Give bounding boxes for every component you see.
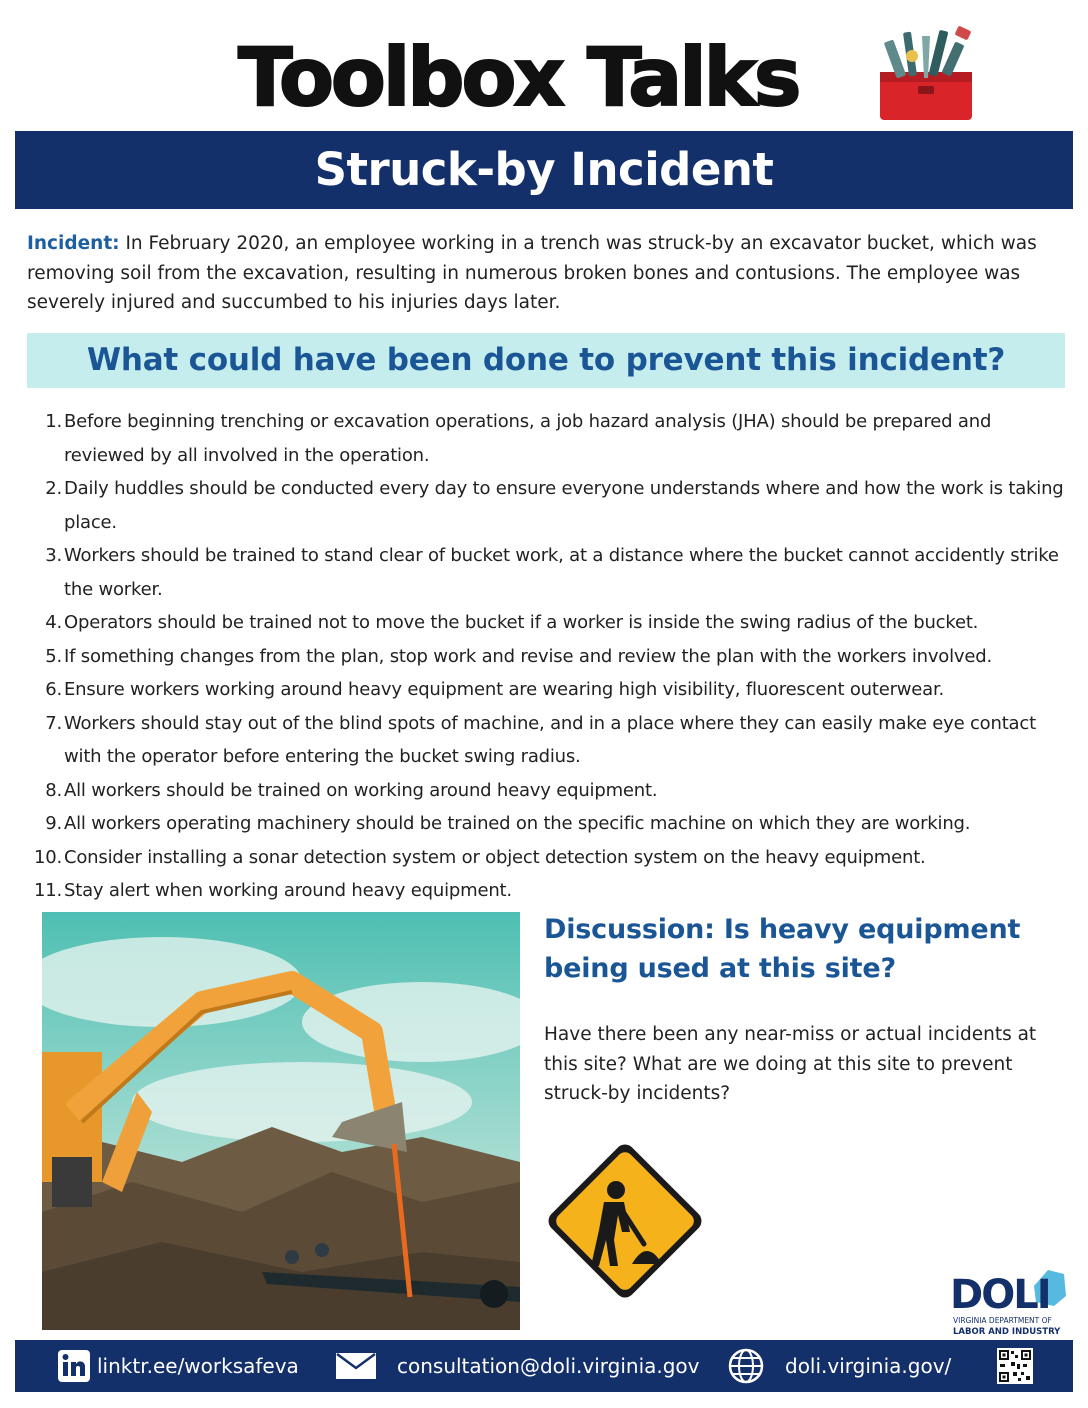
toolbox-icon xyxy=(870,22,980,126)
envelope-icon xyxy=(335,1352,377,1380)
step-text: Before beginning trenching or excavation operations, a job hazard analysis (JHA) should be prepared and reviewed by all involved in the operation. xyxy=(64,411,992,466)
website-link[interactable]: doli.virginia.gov/ xyxy=(785,1354,952,1378)
step-number: 10. xyxy=(33,846,62,868)
step-number: 7. xyxy=(45,712,62,734)
globe-icon xyxy=(727,1347,765,1385)
incident-text: In February 2020, an employee working in a trench was struck-by an excavator bucket, which was removing soil from the excavation, resulting in numerous broken bones and contusions. The employee was severely injured and succumbed to his injuries days later. xyxy=(27,233,1037,313)
step-text: Operators should be trained not to move the bucket if a worker is inside the swing radius of the bucket. xyxy=(64,612,979,633)
list-item xyxy=(33,841,1072,875)
doli-logo xyxy=(950,1262,1070,1338)
prevention-steps xyxy=(33,405,1072,908)
step-text: Ensure workers working around heavy equipment are wearing high visibility, fluorescent outerwear. xyxy=(64,679,945,700)
list-item xyxy=(36,673,1072,707)
discussion-title: Discussion: Is heavy equipment being used at this site? xyxy=(544,914,1021,984)
list-item xyxy=(36,707,1072,774)
step-text: Consider installing a sonar detection system or object detection system on the heavy equipment. xyxy=(64,846,926,868)
step-number: 11. xyxy=(33,880,62,901)
step-text: All workers operating machinery should be trained on the specific machine on which they are working. xyxy=(64,813,971,834)
incident-paragraph xyxy=(27,229,1067,318)
list-item xyxy=(36,405,1072,472)
doli-line-1: VIRGINIA DEPARTMENT OF xyxy=(953,1316,1052,1325)
road-work-sign-icon xyxy=(544,1140,706,1302)
step-text: Workers should stay out of the blind spots of machine, and in a place where they can easily make eye contact with the operator before entering the bucket swing radius. xyxy=(64,712,1036,767)
list-item xyxy=(36,539,1072,606)
doli-wordmark: DOLI xyxy=(950,1272,1050,1318)
step-number: 4. xyxy=(45,612,62,633)
step-number: 6. xyxy=(45,679,62,700)
step-text: Daily huddles should be conducted every day to ensure everyone understands where and how the work is taking place. xyxy=(64,478,1064,533)
step-number: 9. xyxy=(45,813,62,834)
qr-code-icon[interactable] xyxy=(997,1348,1033,1384)
discussion-body: Have there been any near-miss or actual incidents at this site? What are we doing at this site to prevent struck-by incidents? xyxy=(544,1024,1037,1104)
linkedin-link[interactable]: linktr.ee/worksafeva xyxy=(97,1354,299,1378)
step-number: 5. xyxy=(45,645,62,667)
website-contact[interactable] xyxy=(727,1340,951,1392)
linkedin-contact[interactable] xyxy=(57,1340,299,1392)
list-item xyxy=(36,774,1072,808)
list-item xyxy=(36,606,1072,640)
step-number: 1. xyxy=(45,411,62,432)
contact-footer xyxy=(15,1340,1073,1392)
step-number: 8. xyxy=(45,779,62,801)
email-link[interactable]: consultation@doli.virginia.gov xyxy=(397,1354,700,1378)
step-text: All workers should be trained on working around heavy equipment. xyxy=(64,779,658,801)
step-number: 2. xyxy=(45,478,62,499)
doli-line-2: LABOR AND INDUSTRY xyxy=(953,1327,1061,1337)
excavator-photo xyxy=(42,912,520,1330)
list-item xyxy=(36,807,1072,841)
page-title: Toolbox Talks xyxy=(238,31,799,124)
topic-banner: Struck-by Incident xyxy=(15,131,1073,209)
step-text: Stay alert when working around heavy equipment. xyxy=(64,880,512,901)
prevention-heading: What could have been done to prevent this incident? xyxy=(27,333,1065,388)
list-item xyxy=(33,874,1072,908)
list-item xyxy=(36,640,1072,674)
step-text: If something changes from the plan, stop work and revise and review the plan with the workers involved. xyxy=(64,645,992,667)
step-text: Workers should be trained to stand clear of bucket work, at a distance where the bucket cannot accidently strike the worker. xyxy=(64,545,1059,600)
list-item xyxy=(36,472,1072,539)
email-contact[interactable] xyxy=(335,1340,700,1392)
incident-label: Incident: xyxy=(27,233,120,254)
linkedin-icon xyxy=(57,1349,91,1383)
step-number: 3. xyxy=(45,545,62,566)
